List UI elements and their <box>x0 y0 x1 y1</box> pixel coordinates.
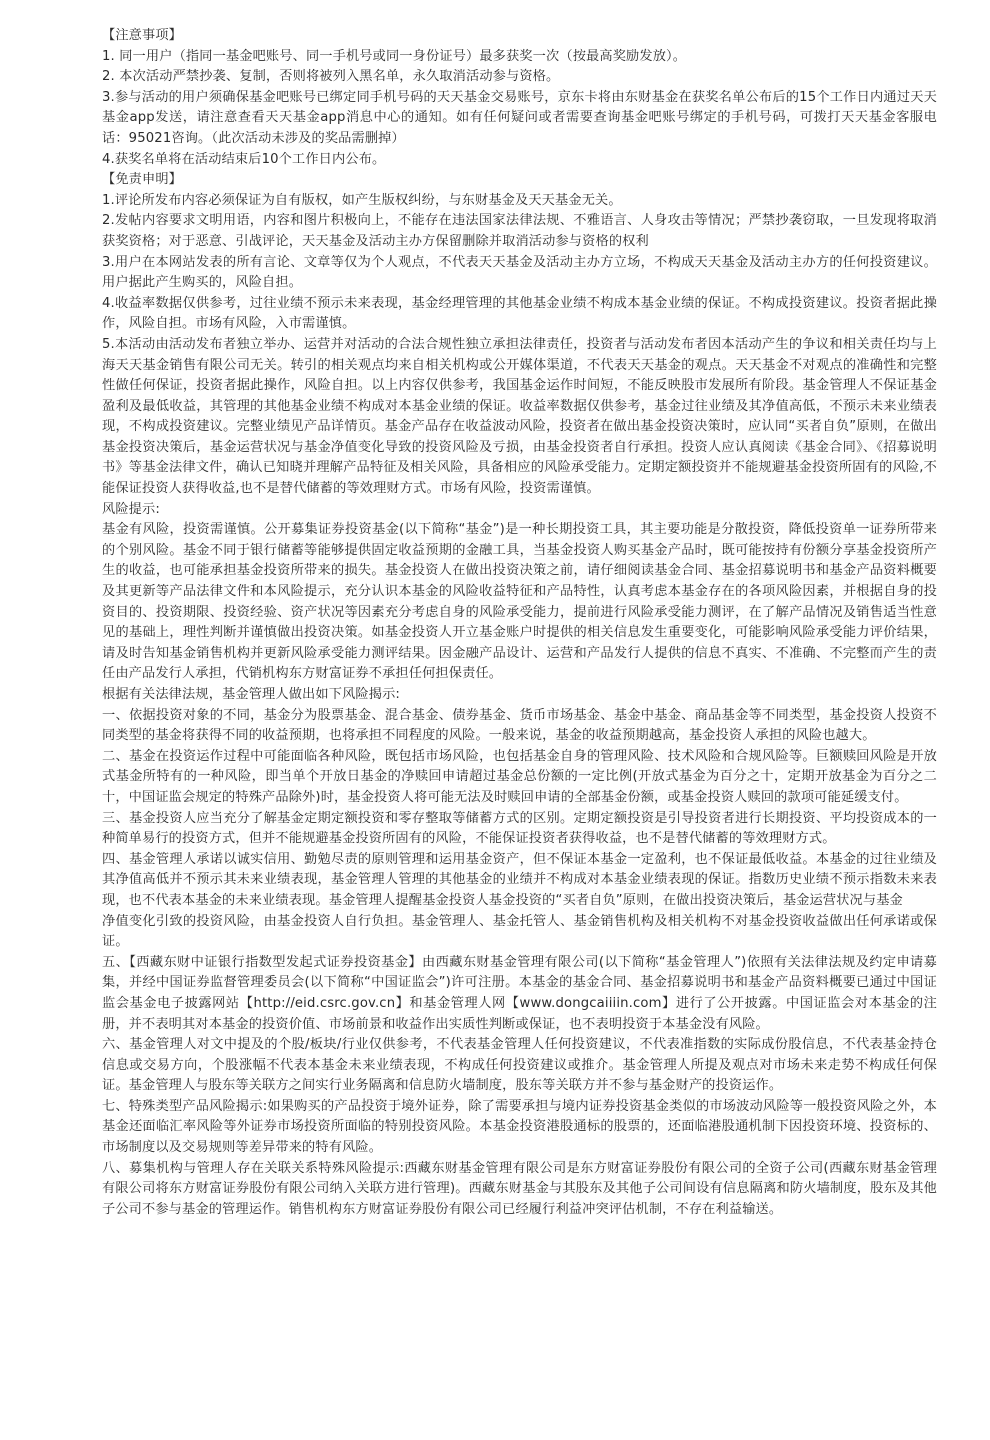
notice-item-3: 3.参与活动的用户须确保基金吧账号已绑定同手机号码的天天基金交易账号，京东卡将由东财基金在获奖名单公布后的15个工作日内通过天天基金app发送，请注意查看天天基金app消息中心的通知。如有任何疑问或者需要查询基金吧账号绑定的手机号码，可拨打天天基金客服电话：95021咨询。（此次活动未涉及的奖品需删掉） <box>102 89 937 146</box>
disclaimer-item-2: 2.发帖内容要求文明用语，内容和图片积极向上，不能存在违法国家法律法规、不雅语言、人身攻击等情况；严禁抄袭窃取，一旦发现将取消获奖资格；对于恶意、引战评论，天天基金及活动主办方保留删除并取消活动参与资格的权利 <box>102 213 937 249</box>
risk-disclosure-item-8: 八、募集机构与管理人存在关联关系特殊风险提示:西藏东财基金管理有限公司是东方财富证券股份有限公司的全资子公司(西藏东财基金管理有限公司将东方财富证券股份有限公司纳入关联方进行管理)。西藏东财基金与其股东及其他子公司间设有信息隔离和防火墙制度，股东及其他子公司不参与基金的管理运作。销售机构东方财富证券股份有限公司已经履行利益冲突评估机制，不存在利益输送。 <box>102 1160 937 1217</box>
disclaimer-item-1: 1.评论所发布内容必须保证为自有版权，如产生版权纠纷，与东财基金及天天基金无关。 <box>102 192 622 208</box>
risk-disclosure-item-6: 六、基金管理人对文中提及的个股/板块/行业仅供参考，不代表基金管理人任何投资建议，不代表准指数的实际成份股信息，不代表基金持仓信息或交易方向，个股涨幅不代表本基金未来业绩表现，不构成任何投资建议或推介。基金管理人所提及观点对市场未来走势不构成任何保证。基金管理人与股东等关联方之间实行业务隔离和信息防火墙制度，股东等关联方并不参与基金财产的投资运作。 <box>102 1037 937 1094</box>
notice-item-1: 1. 同一用户（指同一基金吧账号、同一手机号或同一身份证号）最多获奖一次（按最高奖励发放）。 <box>102 48 687 64</box>
risk-disclosure-item-3: 三、基金投资人应当充分了解基金定期定额投资和零存整取等储蓄方式的区别。定期定额投资是引导投资者进行长期投资、平均投资成本的一种简单易行的投资方式，但并不能规避基金投资所固有的风险，不能保证投资者获得收益，也不是替代储蓄的等效理财方式。 <box>102 810 937 847</box>
section-heading-notices: 【注意事项】 <box>102 28 183 43</box>
section-heading-disclaimer: 【免责申明】 <box>102 172 183 188</box>
risk-disclosure-item-4-cont: 净值变化引致的投资风险，由基金投资人自行负担。基金管理人、基金托管人、基金销售机构及相关机构不对基金投资收益做出任何承诺或保证。 <box>102 913 937 950</box>
notice-item-4: 4.获奖名单将在活动结束后10个工作日内公布。 <box>102 151 386 167</box>
disclaimer-item-3: 3.用户在本网站发表的所有言论、文章等仅为个人观点，不代表天天基金及活动主办方立场，不构成天天基金及活动主办方的任何投资建议。用户据此产生购买的，风险自担。 <box>102 254 937 291</box>
risk-disclosure-item-7: 七、特殊类型产品风险揭示:如果购买的产品投资于境外证券，除了需要承担与境内证券投资基金类似的市场波动风险等一般投资风险之外，本基金还面临汇率风险等外证券市场投资所面临的特别投资风险。本基金投资港股通标的股票的，还面临港股通机制下因投资环境、投资标的、市场制度以及交易规则等差异带来的特有风险。 <box>102 1098 937 1156</box>
risk-disclosure-item-4: 四、基金管理人承诺以诚实信用、勤勉尽责的原则管理和运用基金资产，但不保证本基金一定盈利，也不保证最低收益。本基金的过往业绩及其净值高低并不预示其未来业绩表现，基金管理人管理的其他基金的业绩并不构成对本基金业绩表现的保证。指数历史业绩不预示指数未来表现，也不代表本基金的未来业绩表现。基金管理人提醒基金投资人基金投资的“买者自负”原则，在做出投资决策后，基金运营状况与基金 <box>102 851 937 908</box>
risk-disclosure-item-2: 二、基金在投资运作过程中可能面临各种风险，既包括市场风险，也包括基金自身的管理风险、技术风险和合规风险等。巨额赎回风险是开放式基金所特有的一种风险，即当单个开放日基金的净赎回申请超过基金总份额的一定比例(开放式基金为百分之十，定期开放基金为百分之二十，中国证监会规定的特殊产品除外)时，基金投资人将可能无法及时赎回申请的全部基金份额，或基金投资人赎回的款项可能延缓支付。 <box>102 748 937 805</box>
document-body <box>102 26 937 1220</box>
notice-item-2: 2. 本次活动严禁抄袭、复制，否则将被列入黑名单，永久取消活动参与资格。 <box>102 69 560 85</box>
risk-disclosure-item-1: 一、依据投资对象的不同，基金分为股票基金、混合基金、债券基金、货币市场基金、基金中基金、商品基金等不同类型，基金投资人投资不同类型的基金将获得不同的收益预期，也将承担不同程度的风险。一般来说，基金的收益预期越高，基金投资人承担的风险也越大。 <box>102 707 937 744</box>
disclaimer-item-4: 4.收益率数据仅供参考，过往业绩不预示未来表现，基金经理管理的其他基金业绩不构成本基金业绩的保证。不构成投资建议。投资者据此操作，风险自担。市场有风险，入市需谨慎。 <box>102 295 937 332</box>
risk-disclosure-intro: 根据有关法律法规，基金管理人做出如下风险揭示: <box>102 687 401 702</box>
risk-disclosure-item-5: 五、【西藏东财中证银行指数型发起式证券投资基金】由西藏东财基金管理有限公司(以下简称“基金管理人”)依照有关法律法规及约定申请募集，并经中国证券监督管理委员会(以下简称“中国证监会”)许可注册。本基金的基金合同、基金招募说明书和基金产品资料概要已通过中国证监会基金电子披露网站【http://eid.csrc.gov.cn】和基金管理人网【www.dongcaiiiin.com】进行了公开披露。中国证监会对本基金的注册，并不表明其对本基金的投资价值、市场前景和收益作出实质性判断或保证，也不表明投资于本基金没有风险。 <box>102 954 937 1032</box>
disclaimer-item-5: 5.本活动由活动发布者独立举办、运营并对活动的合法合规性独立承担法律责任，投资者与活动发布者因本活动产生的争议和相关责任均与上海天天基金销售有限公司无关。转引的相关观点均来自相关机构或公开媒体渠道，不代表天天基金的观点。天天基金不对观点的准确性和完整性做任何保证，投资者据此操作，风险自担。以上内容仅供参考，我国基金运作时间短，不能反映股市发展所有阶段。基金管理人不保证基金盈利及最低收益，其管理的其他基金业绩不构成对本基金业绩的保证。收益率数据仅供参考，基金过往业绩及其净值高低，不预示未来业绩表现，不构成投资建议。完整业绩见产品详情页。基金产品存在收益波动风险，投资者在做出基金投资决策时，应认同“买者自负”原则，在做出基金投资决策后，基金运营状况与基金净值变化导致的投资风险及亏损，由基金投资者自行承担。投资人应认真阅读《基金合同》、《招募说明书》等基金法律文件，确认已知晓并理解产品特征及相关风险，具备相应的风险承受能力。定期定额投资并不能规避基金投资所固有的风险,不能保证投资人获得收益,也不是替代储蓄的等效理财方式。市场有风险，投资需谨慎。 <box>102 336 937 497</box>
section-heading-risk: 风险提示: <box>102 501 160 517</box>
risk-paragraph: 基金有风险，投资需谨慎。公开募集证券投资基金(以下简称“基金”)是一种长期投资工具，其主要功能是分散投资，降低投资单一证券所带来的个别风险。基金不同于银行储蓄等能够提供固定收益预期的金融工具，当基金投资人购买基金产品时，既可能按持有份额分享基金投资所产生的收益，也可能承担基金投资所带来的损失。基金投资人在做出投资决策之前，请仔细阅读基金合同、基金招募说明书和基金产品资料概要及其更新等产品法律文件和本风险提示，充分认识本基金的风险收益特征和产品特性，认真考虑本基金存在的各项风险因素，并根据自身的投资目的、投资期限、投资经验、资产状况等因素充分考虑自身的风险承受能力，提前进行风险承受能力测评，在了解产品情况及销售适当性意见的基础上，理性判断并谨慎做出投资决策。如基金投资人开立基金账户时提供的相关信息发生重要变化，可能影响风险承受能力评价结果，请及时告知基金销售机构并更新风险承受能力测评结果。因金融产品设计、运营和产品发行人提供的信息不真实、不准确、不完整而产生的责任由产品发行人承担，代销机构东方财富证券不承担任何担保责任。 <box>102 522 937 682</box>
